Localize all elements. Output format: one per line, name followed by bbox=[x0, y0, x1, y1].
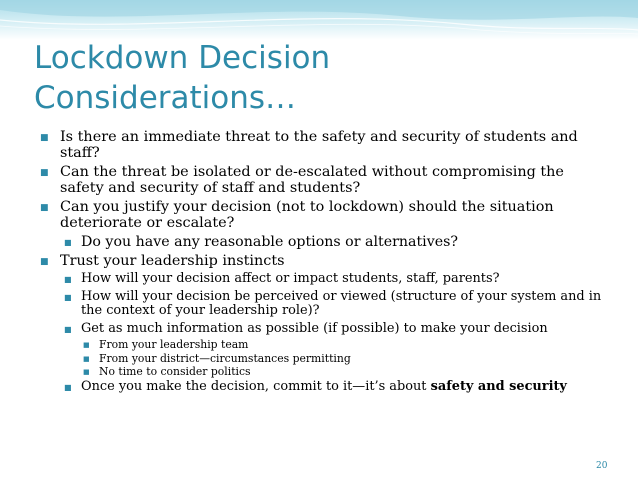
square-bullet-icon: ■ bbox=[83, 341, 90, 349]
bullet-text: How will your decision be perceived or viewed (structure of your system and in the context of your leadership role)? bbox=[81, 288, 602, 318]
square-bullet-icon: ■ bbox=[64, 324, 72, 334]
list-item bbox=[28, 380, 608, 395]
bullet-list bbox=[28, 129, 608, 397]
square-bullet-icon: ■ bbox=[40, 257, 49, 267]
square-bullet-icon: ■ bbox=[64, 292, 72, 302]
list-item bbox=[28, 322, 608, 337]
page-number: 20 bbox=[596, 461, 608, 471]
bullet-text: Trust your leadership instincts bbox=[60, 253, 285, 269]
square-bullet-icon: ■ bbox=[40, 168, 49, 178]
list-item bbox=[28, 129, 608, 161]
slide-title bbox=[34, 38, 594, 118]
bullet-text: No time to consider politics bbox=[99, 365, 251, 378]
bullet-text-prefix: Once you make the decision, commit to it—it’s about bbox=[81, 378, 431, 394]
square-bullet-icon: ■ bbox=[83, 368, 90, 376]
list-item bbox=[28, 234, 608, 250]
bullet-text: Get as much information as possible (if possible) to make your decision bbox=[81, 320, 548, 336]
title-line-2: Considerations… bbox=[34, 80, 297, 116]
emphasis-text: safety and security bbox=[430, 378, 567, 394]
list-item bbox=[28, 199, 608, 231]
bullet-text: Do you have any reasonable options or alternatives? bbox=[81, 234, 459, 250]
list-item bbox=[28, 366, 608, 379]
bullet-text: Can you justify your decision (not to lockdown) should the situation deteriorate or escalate? bbox=[60, 199, 554, 231]
square-bullet-icon: ■ bbox=[40, 203, 49, 213]
list-item bbox=[28, 339, 608, 352]
list-item bbox=[28, 164, 608, 196]
square-bullet-icon: ■ bbox=[83, 354, 90, 363]
bullet-text bbox=[81, 379, 567, 394]
square-bullet-icon: ■ bbox=[64, 238, 72, 247]
list-item bbox=[28, 290, 608, 319]
decorative-wave-graphic bbox=[0, 0, 638, 40]
square-bullet-icon: ■ bbox=[64, 382, 72, 392]
square-bullet-icon: ■ bbox=[40, 133, 49, 143]
title-line-1: Lockdown Decision bbox=[34, 40, 331, 76]
list-item bbox=[28, 353, 608, 366]
bullet-text: How will your decision affect or impact students, staff, parents? bbox=[81, 271, 500, 286]
bullet-text: From your leadership team bbox=[99, 338, 249, 351]
bullet-text: From your district—circumstances permitting bbox=[99, 351, 351, 365]
bullet-text: Is there an immediate threat to the safety and security of students and staff? bbox=[60, 129, 578, 161]
bullet-text: Can the threat be isolated or de-escalated without compromising the safety and security of staff and students? bbox=[60, 164, 564, 196]
list-item bbox=[28, 253, 608, 269]
list-item bbox=[28, 272, 608, 287]
square-bullet-icon: ■ bbox=[64, 275, 72, 284]
